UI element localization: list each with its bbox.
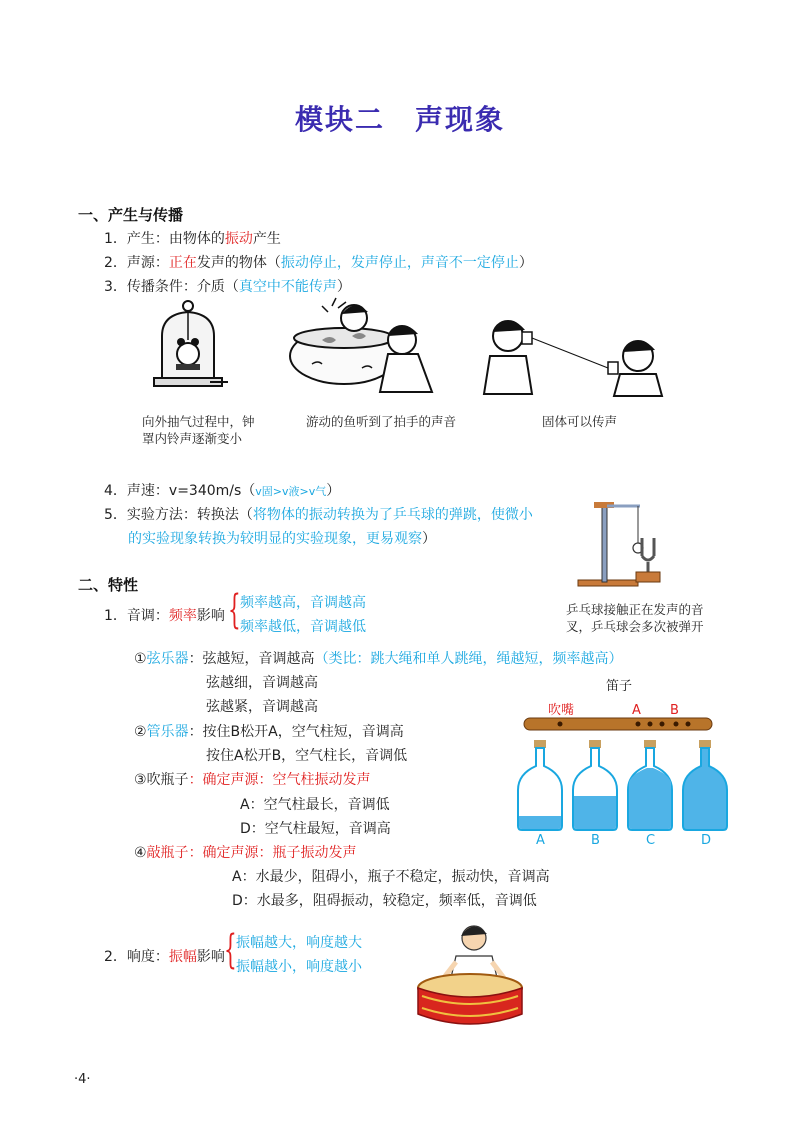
item-method-cont: 的实验现象转换为较明显的实验现象，更易观察） <box>128 531 436 547</box>
item-propagation: 3．传播条件：介质（真空中不能传声） <box>104 279 351 295</box>
string-telephone-illustration <box>478 316 668 396</box>
bottle-b <box>573 740 617 830</box>
caption-pingpong-2: 叉，乒乓球会多次被弹开 <box>566 619 704 634</box>
bottle-label-b: B <box>591 833 600 848</box>
flute-b-label: B <box>670 703 679 718</box>
bottle-a <box>518 740 562 830</box>
bottle-label-c: C <box>646 833 656 848</box>
item-method: 5．实验方法：转换法（将物体的振动转换为了乒乓球的弹跳，使微小 <box>104 507 533 523</box>
item-speed: 4．声速：v=340m/s（v固>v液>v气） <box>104 483 341 499</box>
bottle-label-a: A <box>536 833 545 848</box>
blow-d: D：空气柱最短，音调高 <box>240 821 391 837</box>
bottle-d <box>683 740 727 830</box>
strings-line-1: ①弦乐器：弦越短，音调越高（类比：跳大绳和单人跳绳，绳越短，频率越高） <box>134 651 623 667</box>
brace-pitch: { <box>228 587 241 633</box>
section-2-heading: 二、特性 <box>78 576 139 594</box>
winds-line-1: ②管乐器：按住B松开A，空气柱短，音调高 <box>134 724 404 740</box>
section-1-heading: 一、产生与传播 <box>78 206 184 224</box>
pitch-rule-low: 频率越低，音调越低 <box>240 619 366 635</box>
caption-bell-jar-2: 罩内铃声逐渐变小 <box>142 431 243 446</box>
item-source: 2．声源：正在发声的物体（振动停止，发声停止，声音不一定停止） <box>104 255 533 271</box>
pitch-rule-high: 频率越高，音调越高 <box>240 595 366 611</box>
tuning-fork-illustration <box>574 496 704 596</box>
knock-line: ④敲瓶子：确定声源：瓶子振动发声 <box>134 845 357 861</box>
flute-mouth-label: 吹嘴 <box>548 703 575 718</box>
bottle-c <box>628 740 672 830</box>
caption-solid: 固体可以传声 <box>542 414 618 429</box>
loudness-rule-small: 振幅越小，响度越小 <box>236 959 362 975</box>
caption-bell-jar-1: 向外抽气过程中，钟 <box>142 414 255 429</box>
caption-pingpong-1: 乒乓球接触正在发声的音 <box>566 602 704 617</box>
blow-a: A：空气柱最长，音调低 <box>240 797 390 813</box>
blow-line: ③吹瓶子：确定声源：空气柱振动发声 <box>134 772 371 788</box>
page-title: 模块二 声现象 <box>294 103 505 136</box>
flute-illustration <box>520 676 720 736</box>
item-loudness: 2．响度：振幅影响 <box>104 949 225 965</box>
emph-vibration: 振动 <box>224 231 253 247</box>
item-production-end: 产生 <box>252 231 281 247</box>
winds-line-2: 按住A松开B，空气柱长，音调低 <box>206 748 408 764</box>
item-production <box>104 228 281 248</box>
strings-line-2: 弦越细，音调越高 <box>206 675 318 691</box>
brace-loudness: { <box>224 927 237 973</box>
bell-jar-illustration <box>148 296 228 396</box>
fish-clapping-illustration <box>282 296 442 396</box>
page-number: ·4· <box>74 1072 91 1087</box>
strings-line-3: 弦越紧，音调越高 <box>206 699 318 715</box>
item-pitch: 1．音调：频率影响 <box>104 608 225 624</box>
item-production-text: 1．产生：由物体的 <box>104 231 225 247</box>
knock-a: A：水最少，阻碍小，瓶子不稳定，振动快，音调高 <box>232 869 550 885</box>
knock-d: D：水最多，阻碍振动，较稳定，频率低，音调低 <box>232 893 537 909</box>
drummer-illustration <box>408 922 534 1034</box>
flute-title: 笛子 <box>606 679 633 694</box>
bottle-label-d: D <box>701 833 712 848</box>
flute-a-label: A <box>632 703 641 718</box>
bottles-illustration <box>508 738 738 848</box>
caption-fish: 游动的鱼听到了拍手的声音 <box>306 414 457 429</box>
loudness-rule-large: 振幅越大，响度越大 <box>236 935 362 951</box>
